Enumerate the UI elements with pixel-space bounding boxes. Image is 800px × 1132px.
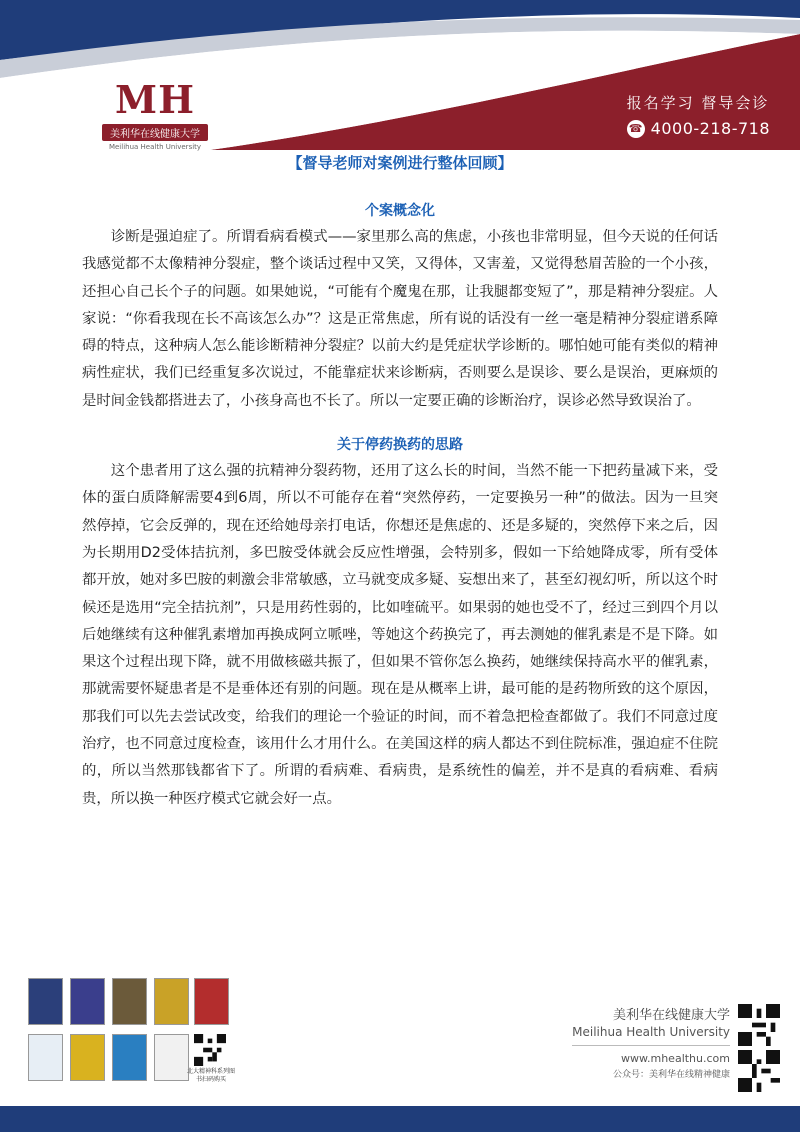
- qr-code-icon: [738, 1050, 780, 1092]
- book-cover: [154, 978, 189, 1025]
- school-logo: [100, 78, 210, 156]
- section-heading-medication-switch: 关于停药换药的思路: [337, 437, 463, 454]
- header-slogan: 报名学习 督导会诊: [626, 94, 770, 112]
- footer-school-name-en: Meilihua Health University: [572, 1025, 730, 1039]
- footer-divider: [572, 1045, 730, 1046]
- logo-ribbon: 美利华在线健康大学: [102, 124, 208, 141]
- footer-bar: [0, 1106, 800, 1132]
- book-cover: [112, 1034, 147, 1081]
- book-cover: [154, 1034, 189, 1081]
- article-content: [82, 198, 718, 813]
- phone-number: 4000-218-718: [650, 119, 770, 138]
- book-cover: [70, 978, 105, 1025]
- footer-school-name: 美利华在线健康大学: [612, 1008, 730, 1023]
- footer-website[interactable]: www.mhealthu.com: [621, 1052, 730, 1065]
- footer-school-info: [572, 1004, 730, 1080]
- qr-note: 北大精神科系列图 书扫码购买: [186, 1068, 235, 1083]
- book-cover: [70, 1034, 105, 1081]
- page-title: 【督导老师对案例进行整体回顾】: [287, 154, 513, 172]
- book-cover: [28, 978, 63, 1025]
- qr-code-icon: [194, 1034, 226, 1066]
- footer-wechat: 公众号：美利华在线精神健康: [612, 1070, 730, 1080]
- logo-mark: MH: [115, 77, 195, 122]
- section-paragraph-case-conceptualization: 诊断是强迫症了。所谓看病看模式——家里那么高的焦虑，小孩也非常明显，但今天说的任何话我感觉都不太像精神分裂症，整个谈话过程中又笑，又得体，又害羞，又觉得愁眉苦脸的一个小孩，还担心自己长个子的问题。如果她说，“可能有个魔鬼在那，让我腿都变短了”，那是精神分裂症。人家说：“你看我现在长不高该怎么办”？这是正常焦虑，所有说的话没有一丝一毫是精神分裂症谱系障碍的特点，这种病人怎么能诊断精神分裂症？以前大约是凭症状学诊断的。哪怕她可能有类似的精神病性症状，我们已经重复多次说过，不能靠症状来诊断病，否则要么是误诊、要么是误治，更麻烦的是时间金钱都搭进去了，小孩身高也不长了。所以一定要正确的诊断治疗，误诊必然导致误治了。: [82, 229, 718, 409]
- book-cover: [112, 978, 147, 1025]
- logo-subtitle: Meilihua Health University: [108, 143, 202, 151]
- qr-code-icon: [738, 1004, 780, 1046]
- header-contact: [627, 92, 770, 138]
- section-paragraph-medication-switch: 这个患者用了这么强的抗精神分裂药物，还用了这么长的时间，当然不能一下把药量减下来，受体的蛋白质降解需要4到6周，所以不可能存在着“突然停药，一定要换另一种”的做法。因为一旦突然停掉，它会反弹的，现在还给她母亲打电话，你想还是焦虑的、还是多疑的，突然停下来之后，因为长期用D2受体拮抗剂，多巴胺受体就会反应性增强，会特别多，假如一下给她降成零，所有受体都开放，她对多巴胺的刺激会非常敏感，立马就变成多疑、妄想出来了，甚至幻视幻听，所以这个时候还是选用“完全拮抗剂”，只是用药性弱的，比如喹硫平。如果弱的她也受不了，经过三到四个月以后她继续有这种催乳素增加再换成阿立哌唑，等她这个药换完了，再去测她的催乳素是不是下降。如果这个过程出现下降，就不用做核磁共振了，但如果不管你怎么换药，她继续保持高水平的催乳素，那就需要怀疑患者是不是垂体还有别的问题。现在是从概率上讲，最可能的是药物所致的这个原因，那我们可以先去尝试改变，给我们的理论一个验证的时间，而不着急把检查都做了。我们不同意过度治疗，也不同意过度检查，该用什么才用什么。在美国这样的病人都达不到住院标准，强迫症不住院的，所以当然那钱都省下了。所谓的看病难、看病贵，是系统性的偏差，并不是真的看病难、看病贵，所以换一种医疗模式它就会好一点。: [82, 463, 718, 807]
- section-heading-case-conceptualization: 个案概念化: [365, 203, 435, 219]
- book-cover: [194, 978, 229, 1025]
- phone-icon: ☎: [627, 120, 645, 138]
- phone-row: [627, 119, 770, 138]
- book-cover: [28, 1034, 63, 1081]
- page-header: [0, 0, 800, 160]
